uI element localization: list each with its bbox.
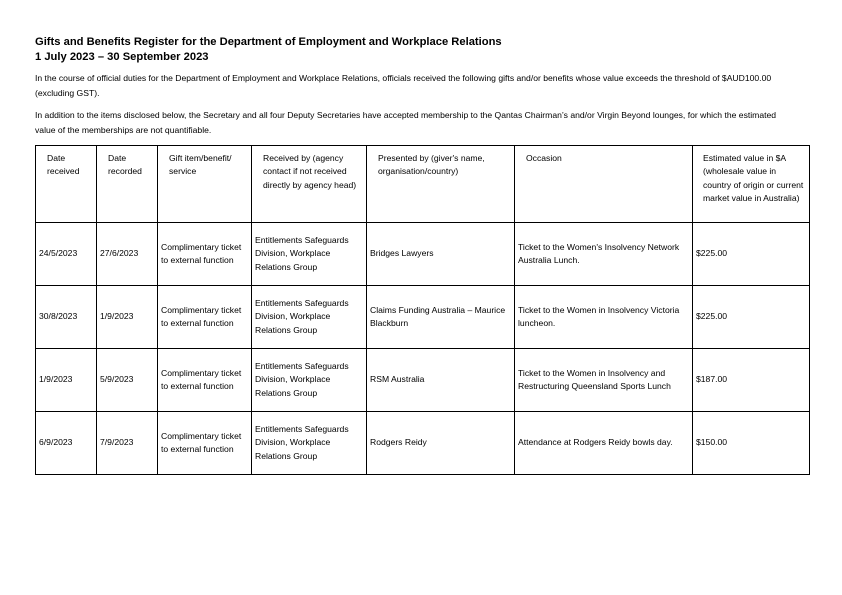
intro-paragraph: In the course of official duties for the Department of Employment and Workplace Relations, officials received the following gifts and/or benefits whose value exceeds the threshold of $AUD100.00 (excluding GST). (35, 73, 772, 98)
cell-date-received: 30/8/2023 (36, 286, 97, 349)
cell-value: $150.00 (693, 412, 810, 475)
cell-presented-by: RSM Australia (367, 349, 515, 412)
cell-presented-by: Rodgers Reidy (367, 412, 515, 475)
header-date-recorded: Date recorded (97, 146, 158, 223)
cell-received-by: Entitlements Safeguards Division, Workplace Relations Group (252, 223, 367, 286)
cell-value: $187.00 (693, 349, 810, 412)
cell-presented-by: Claims Funding Australia – Maurice Blackburn (367, 286, 515, 349)
cell-date-recorded: 5/9/2023 (97, 349, 158, 412)
cell-occasion: Ticket to the Women's Insolvency Network Australia Lunch. (515, 223, 693, 286)
title-line-1: Gifts and Benefits Register for the Department of Employment and Workplace Relations (35, 36, 502, 48)
membership-paragraph: In addition to the items disclosed below, the Secretary and all four Deputy Secretaries have accepted membership to the Qantas Chairman’s and/or Virgin Beyond lounges, for which the estimated value of the memberships are not quantifiable. (35, 110, 777, 135)
cell-gift: Complimentary ticket to external function (158, 223, 252, 286)
cell-received-by: Entitlements Safeguards Division, Workplace Relations Group (252, 349, 367, 412)
table-row (36, 223, 810, 286)
header-received-by: Received by (agency contact if not received directly by agency head) (252, 146, 367, 223)
table-row (36, 412, 810, 475)
gifts-register-table (35, 145, 810, 475)
cell-occasion: Ticket to the Women in Insolvency and Restructuring Queensland Sports Lunch (515, 349, 693, 412)
header-occasion: Occasion (515, 146, 693, 223)
header-gift: Gift item/benefit/ service (158, 146, 252, 223)
cell-date-recorded: 1/9/2023 (97, 286, 158, 349)
cell-occasion: Ticket to the Women in Insolvency Victoria luncheon. (515, 286, 693, 349)
cell-occasion: Attendance at Rodgers Reidy bowls day. (515, 412, 693, 475)
cell-gift: Complimentary ticket to external function (158, 286, 252, 349)
header-date-received: Date received (36, 146, 97, 223)
cell-date-received: 1/9/2023 (36, 349, 97, 412)
header-estimated-value: Estimated value in $A (wholesale value in country of origin or current market value in Australia) (693, 146, 810, 223)
table-header-row (36, 146, 810, 223)
cell-value: $225.00 (693, 223, 810, 286)
table-row (36, 349, 810, 412)
table-row (36, 286, 810, 349)
cell-received-by: Entitlements Safeguards Division, Workplace Relations Group (252, 412, 367, 475)
cell-presented-by: Bridges Lawyers (367, 223, 515, 286)
cell-date-recorded: 7/9/2023 (97, 412, 158, 475)
title-line-2: 1 July 2023 – 30 September 2023 (35, 51, 209, 63)
cell-date-recorded: 27/6/2023 (97, 223, 158, 286)
header-presented-by: Presented by (giver's name, organisation/country) (367, 146, 515, 223)
cell-gift: Complimentary ticket to external function (158, 349, 252, 412)
cell-value: $225.00 (693, 286, 810, 349)
document-title (35, 35, 502, 65)
cell-gift: Complimentary ticket to external function (158, 412, 252, 475)
cell-date-received: 6/9/2023 (36, 412, 97, 475)
cell-received-by: Entitlements Safeguards Division, Workplace Relations Group (252, 286, 367, 349)
cell-date-received: 24/5/2023 (36, 223, 97, 286)
